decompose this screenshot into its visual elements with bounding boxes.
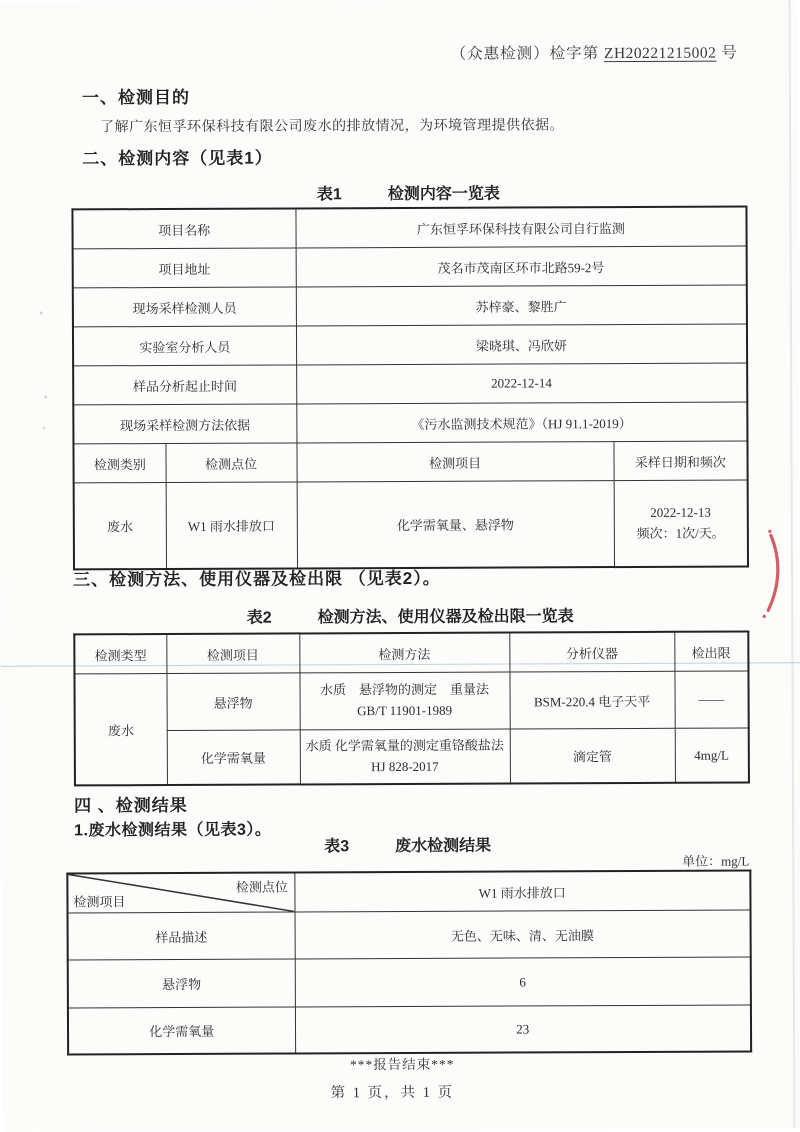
table1-date-freq [614,480,748,567]
table2-data-row [74,671,748,731]
table1-col-header: 检测项目 [296,442,613,482]
table2-limit: —— [674,671,748,728]
table3-caption-no: 表3 [324,838,350,856]
table2-col-header: 检测项目 [166,633,299,673]
table2-item: 悬浮物 [166,673,299,731]
table2-method-line2: GB/T 11901-1989 [357,702,453,719]
table1-info-row [73,324,747,366]
table3-header-row [67,870,750,912]
table1 [71,205,749,570]
scan-speck [42,427,45,430]
table3-value: 6 [295,957,751,1007]
section1-body: 了解广东恒孚环保科技有限公司废水的排放情况，为环境管理提供依据。 [100,118,565,136]
table3-label: 悬浮物 [68,959,295,1008]
table1-label: 现场采样检测人员 [73,287,296,327]
table2-col-header: 检测方法 [299,633,509,673]
table3-caption [66,831,749,857]
table1-label: 现场采样检测方法依据 [73,404,296,444]
table3-corner-top: 检测点位 [235,879,288,895]
table2-method [300,729,510,784]
table3-data-row [68,910,751,960]
table1-caption-title: 检测内容一览表 [387,185,500,204]
table3-unit: 单位：mg/L [682,853,750,869]
table1-value: 2022-12-14 [296,363,747,404]
table3-value: 23 [295,1005,751,1053]
page-number: 第 1 页，共 1 页 [330,1084,455,1102]
table2-limit: 4mg/L [675,728,749,783]
table2-col-header: 检出限 [674,631,748,671]
table2-caption-title: 检测方法、使用仪器及检出限一览表 [317,608,574,627]
red-pen-mark [758,526,798,626]
table2-caption-no: 表2 [246,609,272,627]
table1-point: W1 雨水排放口 [166,482,297,569]
table2 [73,630,750,786]
table1-col-header: 检测类别 [73,444,165,483]
table2-category: 废水 [74,674,166,786]
table2-caption [73,602,747,628]
table2-method-line1: 水质 悬浮物的测定 重量法 [319,681,490,698]
table1-label: 样品分析起止时间 [73,365,296,405]
table3-label: 样品描述 [68,912,295,960]
table2-header-row [74,631,748,673]
table1-header-row [73,441,747,483]
table1-info-row [72,206,746,248]
section4-subtitle: 1.废水检测结果（见表3）。 [74,821,272,840]
table1-info-row [73,363,747,405]
report-number-prefix: （众惠检测）检字第 [450,45,600,63]
table1-items: 化学需氧量、悬浮物 [297,481,614,569]
table1-date: 2022-12-13 [650,504,711,520]
table3-diagonal-header-cell [67,872,294,912]
table3-label: 化学需氧量 [68,1007,295,1054]
report-number-code: ZH20221215002 [603,44,717,63]
table2-data-row [75,728,749,785]
table1-data-row [74,480,748,569]
table2-method-line1: 水质 化学需氧量的测定重铬酸盐法 [305,737,504,754]
table1-caption-no: 表1 [316,186,342,204]
table1-category: 废水 [74,483,166,570]
report-number-line [451,41,738,64]
section2-title: 二、检测内容（见表1） [82,148,273,169]
report-number-suffix: 号 [721,44,738,62]
table1-value: 梁晓琪、冯欣妍 [296,324,747,365]
table1-info-row [73,402,747,444]
section3-title: 三、检测方法、使用仪器及检出限 （见表2）。 [73,568,441,590]
table2-col-header: 分析仪器 [509,632,674,672]
table3-value: 无色、无味、清、无油膜 [295,910,751,959]
table1-label: 实验室分析人员 [73,326,296,366]
table1-value: 广东恒孚环保科技有限公司自行监测 [295,206,746,247]
table3 [66,869,752,1055]
table1-label: 项目地址 [73,248,296,288]
table2-instrument: 滴定管 [510,728,675,783]
table2-col-header: 检测类型 [74,634,166,674]
table1-info-row [73,285,747,327]
table1-label: 项目名称 [72,208,295,248]
table1-caption [71,179,745,205]
table1-info-row [73,246,747,288]
table3-caption-title: 废水检测结果 [395,837,492,856]
table3-col-header: W1 雨水排放口 [294,870,750,911]
table1-col-header: 采样日期和频次 [613,441,747,481]
table3-corner-bottom: 检测项目 [73,894,126,910]
table2-item: 化学需氧量 [167,730,300,785]
table2-method-line2: HJ 828-2017 [371,758,439,774]
table1-value: 茂名市茂南区环市北路59-2号 [296,246,747,287]
table3-data-row [68,957,751,1008]
table2-instrument: BSM-220.4 电子天平 [509,671,674,729]
scan-speck [40,312,43,315]
table1-value: 苏梓豪、黎胜广 [296,285,747,326]
scan-speck [44,396,47,399]
table1-value: 《污水监测技术规范》（HJ 91.1-2019） [296,402,747,443]
table2-method [299,672,509,730]
table3-data-row [68,1005,751,1054]
table1-freq: 频次：1次/天。 [636,525,725,541]
report-end-mark: ***报告结束*** [349,1056,455,1073]
table1-col-header: 检测点位 [165,443,296,483]
section4-title: 四 、检测结果 [74,795,188,816]
section1-title: 一、检测目的 [81,87,190,108]
